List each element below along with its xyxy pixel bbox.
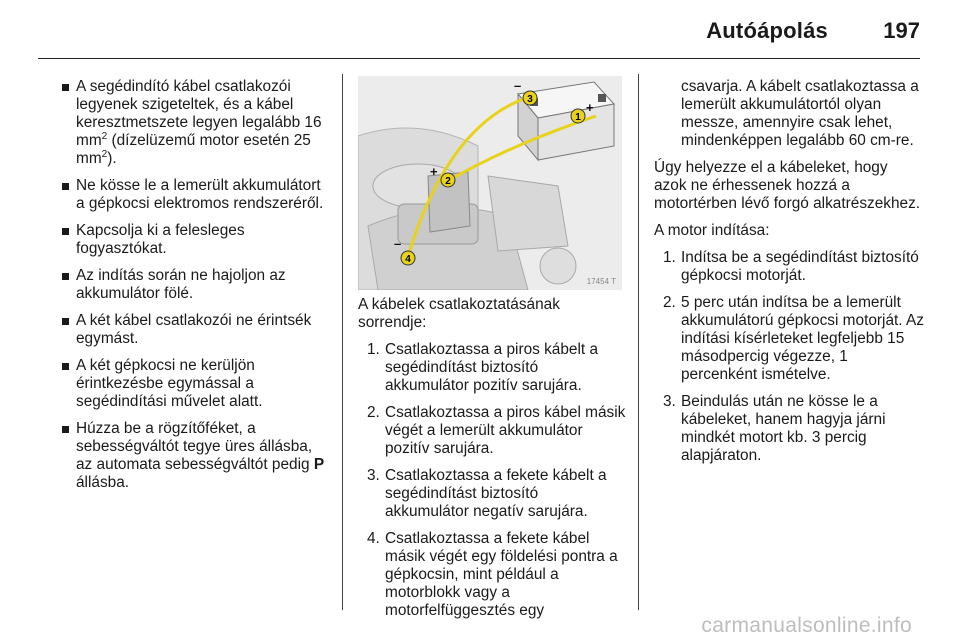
callout-1	[571, 109, 585, 123]
list-item: A két kábel csatlakozói ne érintsék egymást.	[62, 312, 330, 348]
callout-3	[523, 91, 537, 105]
list-item: 2. 5 perc után indítsa be a lemerült akkumulátorú gépkocsi motorját. Az indítási kísérleteket legfeljebb 15 másodpercig végezze, 1 percenként ismételve.	[663, 294, 924, 383]
list-item: Ne kösse le a lemerült akkumulátort a gépkocsi elektromos rendszeréről.	[62, 177, 330, 213]
paragraph: Úgy helyezze el a kábeleket, hogy azok ne érhessenek hozzá a motortérben lévő forgó alkatrészekhez.	[654, 159, 921, 212]
section-title: Autóápolás	[706, 18, 828, 43]
list-item: 1. Indítsa be a segédindítást biztosító gépkocsi motorját.	[663, 249, 919, 284]
list-item: Húzza be a rögzítőféket, a sebességváltót tegye üres állásba, az automata sebességváltót pedig P állásba.	[62, 420, 330, 492]
steps-intro: A kábelek csatlakoztatásának sorrendje:	[358, 296, 560, 331]
minus-sign: –	[394, 236, 402, 251]
paragraph: A motor indítása:	[654, 222, 770, 239]
plus-sign: +	[586, 100, 594, 115]
column-left	[62, 78, 330, 501]
svg-text:4: 4	[405, 254, 411, 265]
svg-text:3: 3	[527, 94, 533, 105]
column-divider-left	[342, 74, 343, 610]
engine-bay-drawing	[358, 76, 622, 290]
connection-steps	[358, 341, 626, 620]
list-item: A segédindító kábel csatlakozói legyenek szigeteltek, és a kábel keresztmetszete legyen legalább 16 $mm^2$ (dízelüzemű motor esetén 25 $mm^2$).	[62, 78, 330, 168]
jump-start-illustration	[358, 76, 622, 290]
list-item: Kapcsolja ki a felesleges fogyasztókat.	[62, 222, 330, 258]
page-header	[0, 0, 960, 60]
list-item: A két gépkocsi ne kerüljön érintkezésbe egymással a segédindítási művelet alatt.	[62, 357, 330, 411]
column-middle	[358, 296, 626, 629]
precaution-list	[62, 78, 330, 492]
callout-2	[441, 173, 455, 187]
list-item: 4. Csatlakoztassa a fekete kábel másik végét egy földelési pontra a gépkocsin, mint például a motorblokk vagy a motorfelfüggesztés egy	[367, 530, 618, 619]
list-item: 3. Beindulás után ne kösse le a kábeleket, hanem hagyja járni mindkét motort kb. 3 percig alapjáraton.	[663, 393, 886, 464]
engine-start-steps	[654, 249, 924, 465]
list-item: 3. Csatlakoztassa a fekete kábelt a segédindítást biztosító akkumulátor negatív sarujára.	[367, 467, 607, 520]
callout-4	[401, 251, 415, 265]
page-number: 197	[883, 18, 920, 43]
svg-text:2: 2	[445, 176, 451, 187]
column-divider-right	[638, 74, 639, 610]
svg-text:1: 1	[575, 112, 581, 123]
step-continuation: csavarja. A kábelt csatlakoztassa a lemerült akkumulátortól olyan messze, amennyire csak lehet, mindenképpen legalább 60 cm-re.	[681, 78, 919, 149]
list-item: 2. Csatlakoztassa a piros kábel másik végét a lemerült akkumulátor pozitív sarujára.	[367, 404, 626, 457]
header-rule	[38, 58, 920, 59]
list-item: Az indítás során ne hajoljon az akkumulátor fölé.	[62, 267, 330, 303]
plus-sign: +	[430, 164, 438, 179]
figure-code: 17454 T	[586, 277, 616, 286]
column-right	[654, 78, 924, 474]
watermark: carmanualsonline.info	[701, 614, 912, 637]
list-item: 1. Csatlakoztassa a piros kábelt a segédindítást biztosító akkumulátor pozitív sarujára.	[367, 341, 599, 394]
minus-sign: –	[514, 78, 522, 93]
